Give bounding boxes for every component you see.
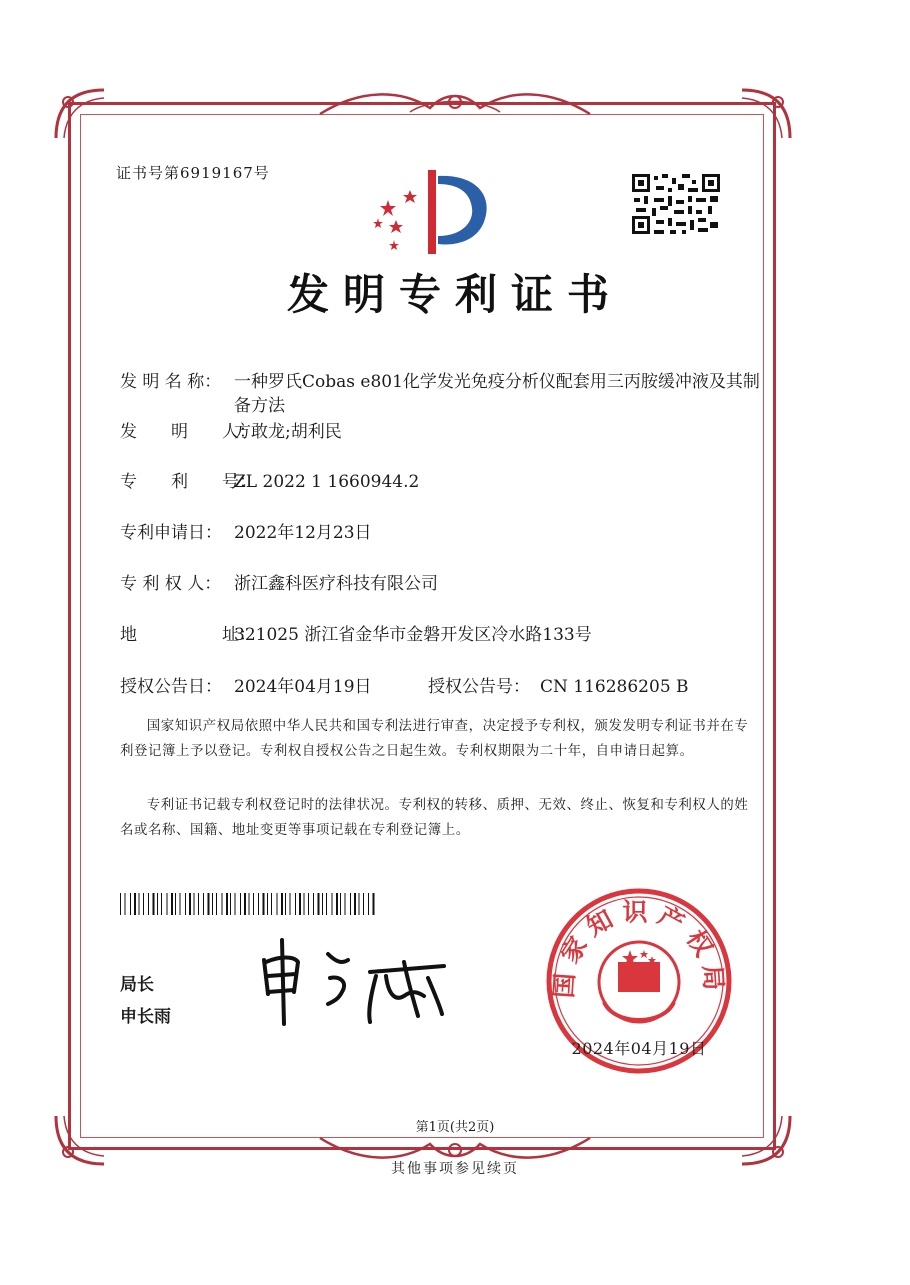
field-grant-number xyxy=(428,675,689,699)
corner-ornament-top-right xyxy=(738,86,794,142)
filing-date-value: 2022年12月23日 xyxy=(234,523,372,543)
barcode xyxy=(120,893,378,915)
patent-number-value: ZL 2022 1 1660944.2 xyxy=(234,472,420,492)
director-title: 局长 xyxy=(120,975,154,995)
inventor-value: 方敢龙;胡利民 xyxy=(234,422,342,442)
field-patentee xyxy=(120,572,438,596)
seal-text: 国家知识产权局 xyxy=(549,897,729,1000)
invention-name-value: 一种罗氏Cobas e801化学发光免疫分析仪配套用三丙胺缓冲液及其制备方法 xyxy=(234,372,760,416)
director-name: 申长雨 xyxy=(120,1007,171,1027)
address-label: 地 址： xyxy=(120,625,256,645)
cnipa-logo-icon xyxy=(366,166,498,266)
field-patent-number xyxy=(120,470,420,494)
grant-date-label: 授权公告日： xyxy=(120,677,222,697)
patentee-value: 浙江鑫科医疗科技有限公司 xyxy=(234,574,438,594)
field-inventor xyxy=(120,420,342,444)
invention-name-label: 发 明 名 称： xyxy=(120,372,222,392)
continued-note: 其他事项参见续页 xyxy=(391,1161,519,1177)
field-filing-date xyxy=(120,521,372,545)
certificate-number: 证书号第6919167号 xyxy=(116,164,270,182)
handwritten-signature xyxy=(258,932,448,1032)
seal-date: 2024年04月19日 xyxy=(571,1039,707,1058)
corner-ornament-top-left xyxy=(52,86,108,142)
patentee-label: 专 利 权 人： xyxy=(120,574,222,594)
certificate-title: 发明专利证书 xyxy=(286,270,623,319)
top-ornament xyxy=(310,84,600,124)
inventor-label: 发 明 人： xyxy=(120,422,256,442)
qr-code xyxy=(630,172,722,236)
grant-date-value: 2024年04月19日 xyxy=(234,677,372,697)
field-invention-name xyxy=(120,370,760,416)
address-value: 321025 浙江省金华市金磐开发区冷水路133号 xyxy=(234,625,592,645)
grant-number-label: 授权公告号： xyxy=(428,677,530,697)
legal-paragraph-2: 专利证书记载专利权登记时的法律状况。专利权的转移、质押、无效、终止、恢复和专利权人的姓名或名称、国籍、地址变更等事项记载在专利登记簿上。 xyxy=(120,798,749,838)
page-number: 第1页(共2页) xyxy=(415,1120,495,1135)
official-seal xyxy=(544,886,734,1076)
patent-number-label: 专 利 号： xyxy=(120,472,256,492)
field-grant-date xyxy=(120,675,372,699)
filing-date-label: 专利申请日： xyxy=(120,523,222,543)
grant-number-value: CN 116286205 B xyxy=(540,677,689,697)
field-address xyxy=(120,623,592,647)
legal-paragraph-1: 国家知识产权局依照中华人民共和国专利法进行审查，决定授予专利权，颁发发明专利证书并在专利登记簿上予以登记。专利权自授权公告之日起生效。专利权期限为二十年，自申请日起算。 xyxy=(120,719,749,759)
